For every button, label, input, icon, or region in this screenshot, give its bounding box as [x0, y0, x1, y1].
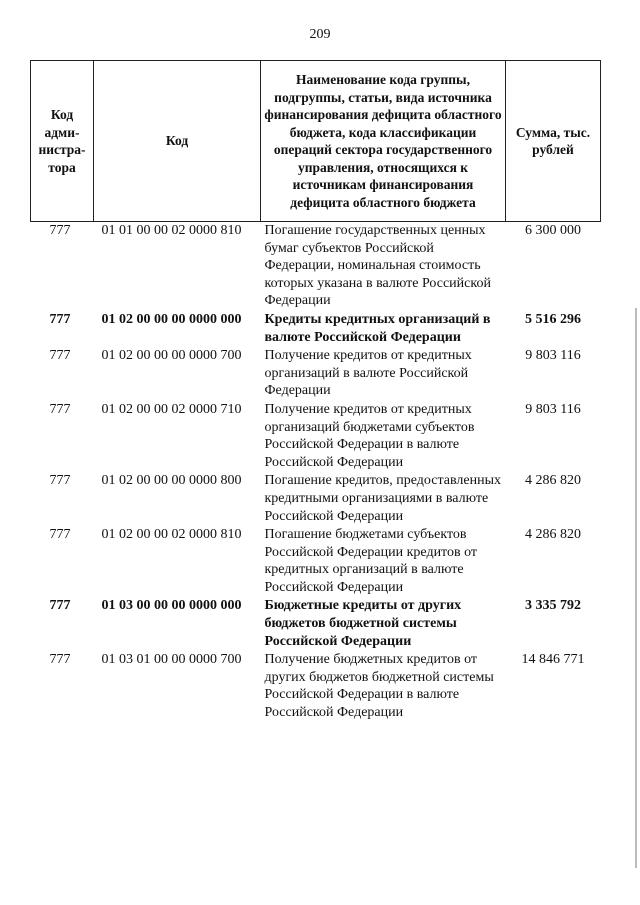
- header-code: Код: [94, 61, 261, 222]
- table-row: [31, 651, 601, 722]
- row-sum: 5 516 296: [525, 311, 581, 327]
- table-header: [31, 61, 601, 222]
- row-name: Кредиты кредитных организаций в валюте Российской Федерации: [264, 311, 491, 345]
- row-sum: 3 335 792: [525, 598, 581, 614]
- table-row: [31, 311, 601, 347]
- row-admin-code: 777: [49, 348, 71, 364]
- row-sum: 9 803 116: [525, 348, 581, 364]
- page-number: 209: [309, 27, 331, 42]
- row-code: 01 02 00 00 00 0000 000: [101, 311, 242, 327]
- row-admin-code: 777: [49, 652, 71, 668]
- table-row: [31, 347, 601, 401]
- row-code: 01 02 00 00 02 0000 810: [101, 527, 242, 543]
- row-sum: 6 300 000: [525, 223, 581, 238]
- page-edge-mark: [635, 308, 637, 868]
- row-code: 01 02 00 00 00 0000 800: [101, 473, 242, 489]
- table-body: [31, 222, 601, 723]
- row-admin-code: 777: [49, 401, 71, 417]
- row-name: Погашение государственных ценных бумаг субъектов Российской Федерации, номинальная стоимость которых указана в валюте Российской Федерации: [264, 223, 491, 309]
- header-admin-code: Код адми-нистра-тора: [31, 61, 94, 222]
- row-code: 01 03 00 00 00 0000 000: [101, 598, 242, 614]
- row-code: 01 01 00 00 02 0000 810: [101, 223, 242, 238]
- table-row: [31, 222, 601, 311]
- header-name: Наименование кода группы, подгруппы, статьи, вида источника финансирования дефицита областного бюджета, кода классификации операций сектора государственного управления, относящихся к источникам финансирования дефицита областного бюджета: [261, 61, 506, 222]
- budget-sources-table: [30, 60, 601, 723]
- row-sum: 9 803 116: [525, 401, 581, 417]
- table-row: [31, 401, 601, 472]
- row-sum: 4 286 820: [525, 473, 581, 489]
- row-name: Погашение кредитов, предоставленных кредитными организациями в валюте Российской Федерации: [264, 473, 501, 524]
- row-sum: 4 286 820: [525, 527, 581, 543]
- table-row: [31, 526, 601, 597]
- header-sum: Сумма, тыс. рублей: [506, 61, 601, 222]
- row-name: Бюджетные кредиты от других бюджетов бюджетной системы Российской Федерации: [264, 598, 462, 649]
- row-code: 01 02 00 00 02 0000 710: [101, 401, 242, 417]
- row-admin-code: 777: [49, 311, 71, 327]
- table-row: [31, 597, 601, 651]
- row-admin-code: 777: [49, 598, 71, 614]
- row-admin-code: 777: [49, 223, 71, 238]
- row-name: Получение кредитов от кредитных организаций в валюте Российской Федерации: [264, 348, 472, 399]
- row-admin-code: 777: [49, 527, 71, 543]
- row-sum: 14 846 771: [521, 652, 585, 668]
- row-name: Получение кредитов от кредитных организаций бюджетами субъектов Российской Федерации в валюте Российской Федерации: [264, 401, 475, 470]
- row-admin-code: 777: [49, 473, 71, 489]
- table-row: [31, 472, 601, 526]
- row-name: Получение бюджетных кредитов от других бюджетов бюджетной системы Российской Федерации в валюте Российской Федерации: [264, 652, 494, 721]
- row-code: 01 02 00 00 00 0000 700: [101, 348, 242, 364]
- row-name: Погашение бюджетами субъектов Российской Федерации кредитов от кредитных организаций в валюте Российской Федерации: [264, 527, 478, 595]
- row-code: 01 03 01 00 00 0000 700: [101, 652, 242, 668]
